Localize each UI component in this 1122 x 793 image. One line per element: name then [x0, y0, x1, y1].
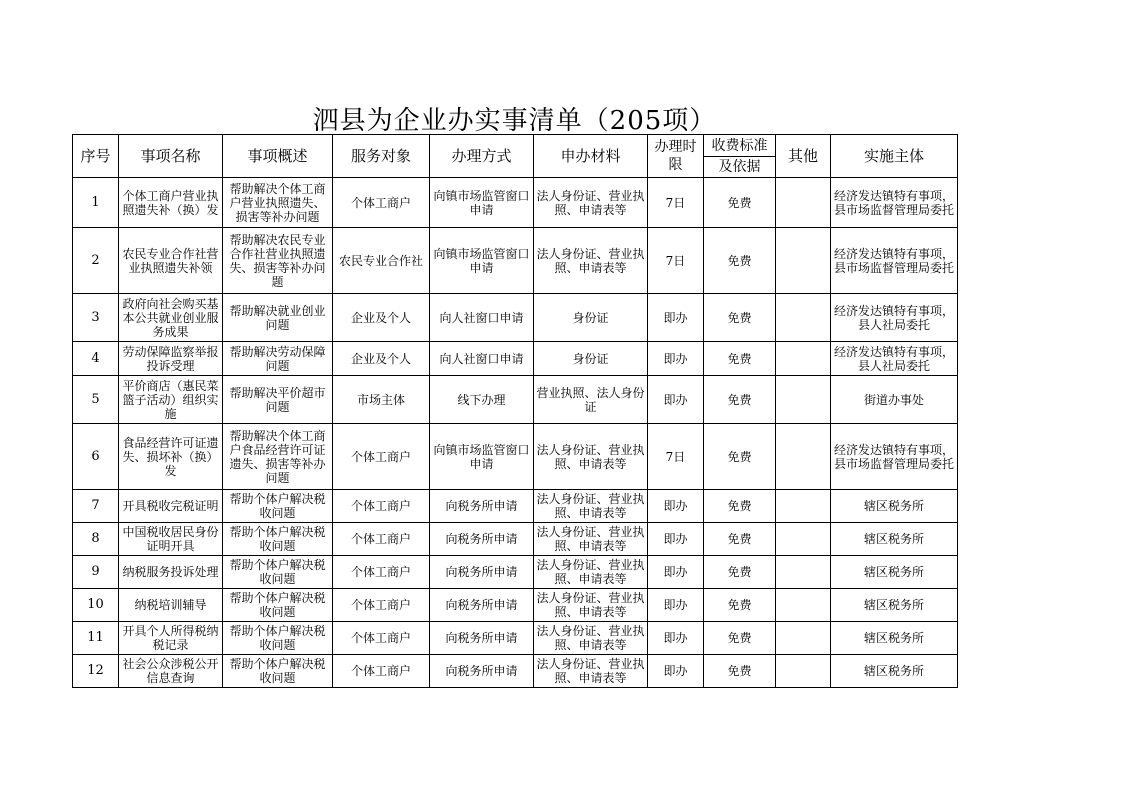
cell-name: 政府向社会购买基本公共就业创业服务成果 — [119, 294, 223, 342]
header-method: 办理方式 — [430, 135, 534, 178]
cell-subject: 辖区税务所 — [831, 622, 958, 655]
cell-other — [776, 655, 831, 688]
cell-desc: 帮助个体户解决税收问题 — [223, 556, 333, 589]
cell-time-limit: 即办 — [648, 490, 704, 523]
cell-desc: 帮助解决就业创业问题 — [223, 294, 333, 342]
cell-time-limit: 即办 — [648, 655, 704, 688]
cell-seq: 12 — [73, 655, 119, 688]
cell-subject: 街道办事处 — [831, 376, 958, 424]
cell-name: 平价商店（惠民菜篮子活动）组织实施 — [119, 376, 223, 424]
table-row — [73, 178, 958, 228]
cell-other — [776, 178, 831, 228]
cell-subject: 辖区税务所 — [831, 490, 958, 523]
cell-subject: 辖区税务所 — [831, 556, 958, 589]
cell-other — [776, 228, 831, 294]
cell-subject: 经济发达镇特有事项，县市场监督管理局委托 — [831, 228, 958, 294]
cell-method: 线下办理 — [430, 376, 534, 424]
cell-method: 向镇市场监管窗口申请 — [430, 424, 534, 490]
cell-desc: 帮助解决农民专业合作社营业执照遗失、损害等补办问题 — [223, 228, 333, 294]
cell-time-limit: 即办 — [648, 342, 704, 376]
header-subject: 实施主体 — [831, 135, 958, 178]
cell-target: 个体工商户 — [333, 178, 430, 228]
cell-seq: 1 — [73, 178, 119, 228]
cell-other — [776, 294, 831, 342]
cell-time-limit: 7日 — [648, 228, 704, 294]
header-time-limit: 办理时限 — [648, 135, 704, 178]
cell-target: 个体工商户 — [333, 655, 430, 688]
header-materials: 申办材料 — [534, 135, 648, 178]
cell-target: 个体工商户 — [333, 556, 430, 589]
table-row — [73, 228, 958, 294]
cell-time-limit: 即办 — [648, 622, 704, 655]
header-other: 其他 — [776, 135, 831, 178]
cell-fee: 免费 — [704, 294, 776, 342]
table-row — [73, 342, 958, 376]
cell-materials: 营业执照、法人身份证 — [534, 376, 648, 424]
cell-fee: 免费 — [704, 342, 776, 376]
cell-time-limit: 即办 — [648, 376, 704, 424]
cell-method: 向人社窗口申请 — [430, 342, 534, 376]
cell-name: 社会公众涉税公开信息查询 — [119, 655, 223, 688]
table-row — [73, 523, 958, 556]
cell-time-limit: 即办 — [648, 556, 704, 589]
cell-other — [776, 342, 831, 376]
cell-materials: 法人身份证、营业执照、申请表等 — [534, 622, 648, 655]
cell-desc: 帮助解决劳动保障问题 — [223, 342, 333, 376]
cell-materials: 法人身份证、营业执照、申请表等 — [534, 228, 648, 294]
cell-method: 向税务所申请 — [430, 622, 534, 655]
header-desc: 事项概述 — [223, 135, 333, 178]
cell-name: 纳税服务投诉处理 — [119, 556, 223, 589]
cell-desc: 帮助解决个体工商户营业执照遗失、损害等补办问题 — [223, 178, 333, 228]
cell-materials: 法人身份证、营业执照、申请表等 — [534, 556, 648, 589]
services-table — [72, 134, 958, 688]
cell-seq: 5 — [73, 376, 119, 424]
cell-desc: 帮助解决平价超市问题 — [223, 376, 333, 424]
table-row — [73, 294, 958, 342]
cell-target: 个体工商户 — [333, 490, 430, 523]
cell-subject: 辖区税务所 — [831, 589, 958, 622]
page-title: 泗县为企业办实事清单（205项） — [312, 106, 717, 136]
cell-materials: 身份证 — [534, 294, 648, 342]
table-row — [73, 490, 958, 523]
cell-fee: 免费 — [704, 178, 776, 228]
cell-materials: 法人身份证、营业执照、申请表等 — [534, 523, 648, 556]
cell-other — [776, 523, 831, 556]
table-row — [73, 424, 958, 490]
cell-fee: 免费 — [704, 556, 776, 589]
cell-subject: 经济发达镇特有事项，县人社局委托 — [831, 294, 958, 342]
cell-desc: 帮助个体户解决税收问题 — [223, 655, 333, 688]
cell-desc: 帮助个体户解决税收问题 — [223, 490, 333, 523]
cell-target: 个体工商户 — [333, 622, 430, 655]
cell-method: 向镇市场监管窗口申请 — [430, 178, 534, 228]
cell-time-limit: 即办 — [648, 589, 704, 622]
table-row — [73, 376, 958, 424]
cell-other — [776, 424, 831, 490]
cell-fee: 免费 — [704, 622, 776, 655]
cell-target: 市场主体 — [333, 376, 430, 424]
cell-subject: 经济发达镇特有事项，县市场监督管理局委托 — [831, 178, 958, 228]
cell-fee: 免费 — [704, 228, 776, 294]
cell-target: 农民专业合作社 — [333, 228, 430, 294]
cell-seq: 3 — [73, 294, 119, 342]
header-fee-bottom: 及依据 — [704, 157, 776, 178]
cell-method: 向税务所申请 — [430, 523, 534, 556]
cell-time-limit: 即办 — [648, 523, 704, 556]
cell-name: 开具个人所得税纳税记录 — [119, 622, 223, 655]
cell-other — [776, 589, 831, 622]
cell-fee: 免费 — [704, 523, 776, 556]
cell-materials: 身份证 — [534, 342, 648, 376]
cell-method: 向税务所申请 — [430, 655, 534, 688]
cell-time-limit: 7日 — [648, 178, 704, 228]
cell-method: 向人社窗口申请 — [430, 294, 534, 342]
cell-materials: 法人身份证、营业执照、申请表等 — [534, 589, 648, 622]
cell-desc: 帮助个体户解决税收问题 — [223, 589, 333, 622]
cell-other — [776, 622, 831, 655]
header-name: 事项名称 — [119, 135, 223, 178]
cell-fee: 免费 — [704, 655, 776, 688]
cell-method: 向税务所申请 — [430, 490, 534, 523]
cell-name: 农民专业合作社营业执照遗失补领 — [119, 228, 223, 294]
cell-seq: 11 — [73, 622, 119, 655]
cell-name: 中国税收居民身份证明开具 — [119, 523, 223, 556]
cell-materials: 法人身份证、营业执照、申请表等 — [534, 490, 648, 523]
cell-method: 向税务所申请 — [430, 589, 534, 622]
cell-target: 个体工商户 — [333, 589, 430, 622]
cell-seq: 10 — [73, 589, 119, 622]
cell-seq: 2 — [73, 228, 119, 294]
cell-materials: 法人身份证、营业执照、申请表等 — [534, 178, 648, 228]
cell-other — [776, 490, 831, 523]
table-row — [73, 589, 958, 622]
cell-desc: 帮助解决个体工商户食品经营许可证遗失、损害等补办问题 — [223, 424, 333, 490]
cell-materials: 法人身份证、营业执照、申请表等 — [534, 424, 648, 490]
table-row — [73, 655, 958, 688]
cell-subject: 辖区税务所 — [831, 655, 958, 688]
header-target: 服务对象 — [333, 135, 430, 178]
cell-subject: 辖区税务所 — [831, 523, 958, 556]
cell-method: 向镇市场监管窗口申请 — [430, 228, 534, 294]
cell-fee: 免费 — [704, 424, 776, 490]
header-fee-top: 收费标准 — [704, 135, 776, 157]
cell-seq: 4 — [73, 342, 119, 376]
cell-subject: 经济发达镇特有事项，县市场监督管理局委托 — [831, 424, 958, 490]
cell-fee: 免费 — [704, 589, 776, 622]
cell-desc: 帮助个体户解决税收问题 — [223, 622, 333, 655]
cell-name: 劳动保障监察举报投诉受理 — [119, 342, 223, 376]
cell-other — [776, 376, 831, 424]
cell-seq: 9 — [73, 556, 119, 589]
cell-seq: 7 — [73, 490, 119, 523]
cell-seq: 8 — [73, 523, 119, 556]
cell-method: 向税务所申请 — [430, 556, 534, 589]
cell-name: 个体工商户营业执照遗失补（换）发 — [119, 178, 223, 228]
cell-materials: 法人身份证、营业执照、申请表等 — [534, 655, 648, 688]
table-row — [73, 556, 958, 589]
cell-time-limit: 即办 — [648, 294, 704, 342]
cell-time-limit: 7日 — [648, 424, 704, 490]
cell-subject: 经济发达镇特有事项，县人社局委托 — [831, 342, 958, 376]
cell-name: 开具税收完税证明 — [119, 490, 223, 523]
cell-target: 个体工商户 — [333, 424, 430, 490]
cell-fee: 免费 — [704, 490, 776, 523]
cell-name: 食品经营许可证遗失、损坏补（换）发 — [119, 424, 223, 490]
cell-target: 企业及个人 — [333, 342, 430, 376]
cell-seq: 6 — [73, 424, 119, 490]
cell-fee: 免费 — [704, 376, 776, 424]
table-row — [73, 622, 958, 655]
cell-target: 企业及个人 — [333, 294, 430, 342]
header-seq: 序号 — [73, 135, 119, 178]
cell-target: 个体工商户 — [333, 523, 430, 556]
cell-other — [776, 556, 831, 589]
cell-desc: 帮助个体户解决税收问题 — [223, 523, 333, 556]
cell-name: 纳税培训辅导 — [119, 589, 223, 622]
